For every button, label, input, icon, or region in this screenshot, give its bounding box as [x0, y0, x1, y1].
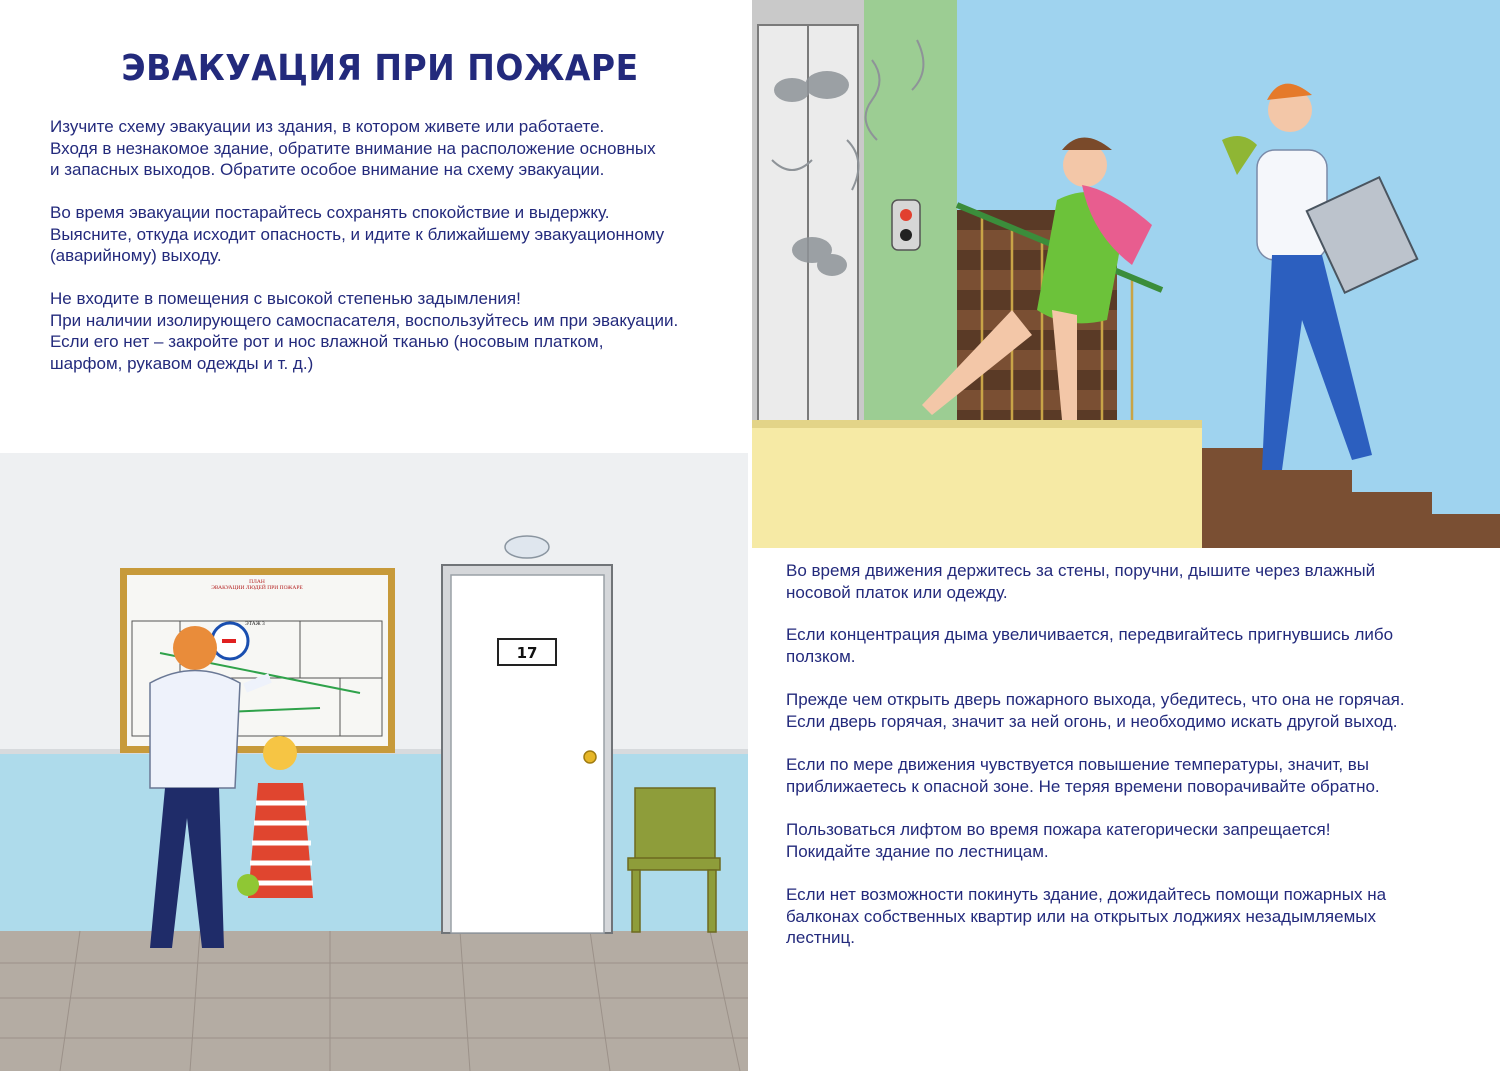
- text-line: Покидайте здание по лестницам.: [786, 841, 1049, 861]
- hallway-evacuation-plan-illustration: [0, 453, 748, 1071]
- left-paragraph: [50, 288, 678, 375]
- right-paragraph: [786, 624, 1393, 667]
- text-line: носовой платок или одежду.: [786, 582, 1008, 602]
- left-paragraph: [50, 202, 664, 267]
- text-line: Если концентрация дыма увеличивается, передвигайтесь пригнувшись либо: [786, 625, 1394, 644]
- text-line: Если дверь горячая, значит за ней огонь, и необходимо искать другой выход.: [786, 711, 1398, 731]
- right-paragraph: [786, 754, 1380, 797]
- text-line: Если по мере движения чувствуется повышение температуры, значит, вы: [786, 755, 1370, 774]
- text-line: Входя в незнакомое здание, обратите внимание на расположение основных: [50, 138, 656, 158]
- door-number: 17: [516, 644, 538, 662]
- plan-title-line1: ПЛАН: [249, 579, 265, 585]
- text-line: балконах собственных квартир или на открытых лоджиях незадымляемых: [786, 906, 1376, 926]
- page-title: ЭВАКУАЦИЯ ПРИ ПОЖАРЕ: [121, 46, 639, 89]
- plan-floor-label: ЭТАЖ 3: [245, 621, 265, 627]
- text-line: лестниц.: [786, 928, 856, 948]
- text-line: Изучите схему эвакуации из здания, в котором живете или работаете.: [50, 117, 605, 136]
- text-line: ползком.: [786, 646, 856, 666]
- text-line: При наличии изолирующего самоспасателя, воспользуйтесь им при эвакуации.: [50, 310, 679, 330]
- text-line: Во время движения держитесь за стены, поручни, дышите через влажный: [786, 561, 1376, 580]
- right-paragraph: [786, 819, 1330, 862]
- text-line: шарфом, рукавом одежды и т. д.): [50, 354, 314, 374]
- right-paragraph: [786, 884, 1386, 949]
- text-line: Не входите в помещения с высокой степенью задымления!: [50, 289, 521, 308]
- plan-title-line2: ЭВАКУАЦИИ ЛЮДЕЙ ПРИ ПОЖАРЕ: [211, 585, 303, 591]
- staircase-evacuation-illustration: [752, 0, 1500, 548]
- text-line: Прежде чем открыть дверь пожарного выхода, убедитесь, что она не горячая.: [786, 690, 1405, 709]
- left-paragraph: [50, 116, 656, 181]
- text-line: и запасных выходов. Обратите особое внимание на схему эвакуации.: [50, 160, 605, 180]
- right-paragraph: [786, 560, 1375, 603]
- right-paragraph: [786, 689, 1405, 732]
- text-line: Если нет возможности покинуть здание, дожидайтесь помощи пожарных на: [786, 885, 1387, 904]
- text-line: Если его нет – закройте рот и нос влажной тканью (носовым платком,: [50, 332, 604, 352]
- text-line: приближаетесь к опасной зоне. Не теряя времени поворачивайте обратно.: [786, 776, 1380, 796]
- text-line: Выясните, откуда исходит опасность, и идите к ближайшему эвакуационному: [50, 224, 665, 244]
- text-line: Во время эвакуации постарайтесь сохранять спокойствие и выдержку.: [50, 203, 610, 222]
- text-line: Пользоваться лифтом во время пожара категорически запрещается!: [786, 820, 1331, 839]
- text-line: (аварийному) выходу.: [50, 246, 222, 266]
